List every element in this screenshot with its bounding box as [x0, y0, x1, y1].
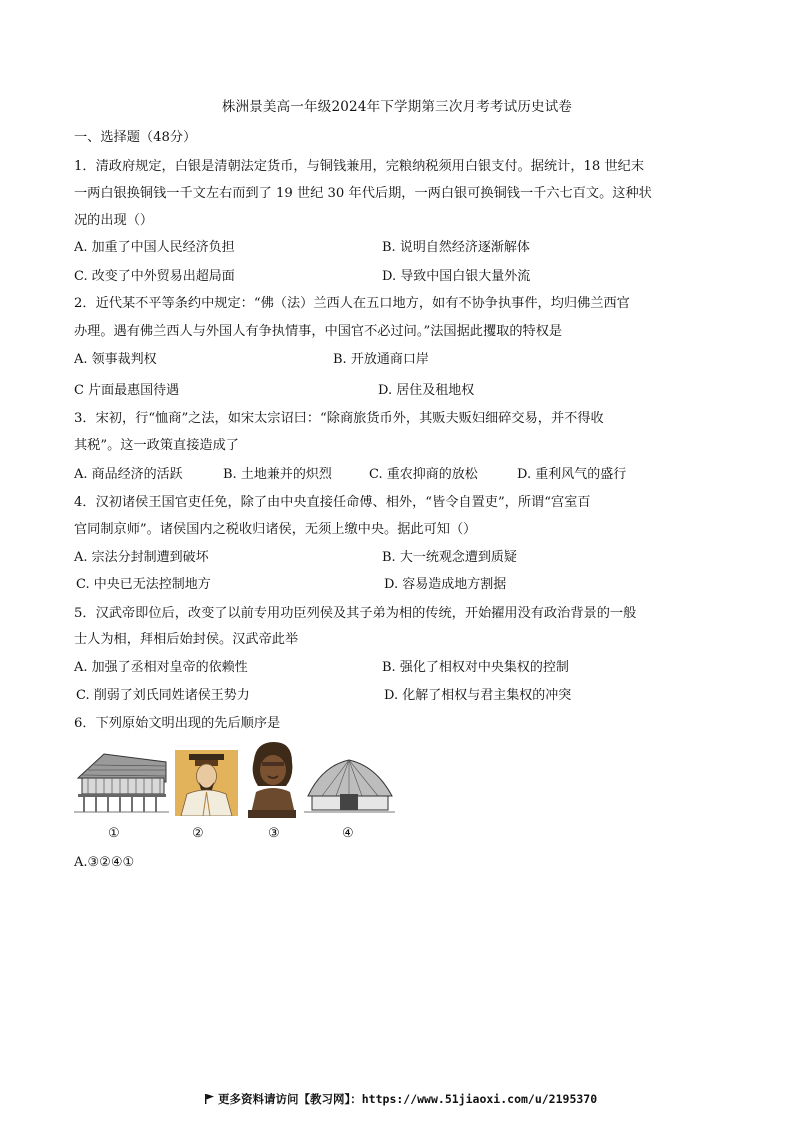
image-label-3: ③	[268, 826, 280, 841]
footer-text: 更多资料请访问【教习网】：https://www.51jiaoxi.com/u/2195370	[218, 1092, 598, 1106]
q2-option-c: C 片面最惠国待遇	[74, 383, 180, 398]
q2-option-a: A. 领事裁判权	[74, 352, 157, 367]
q1-option-c: C. 改变了中外贸易出超局面	[74, 269, 235, 284]
q1-option-b: B. 说明自然经济逐渐解体	[382, 240, 530, 255]
question-3-line-2: 其税”。这一政策直接造成了	[74, 438, 239, 453]
footer-link[interactable]	[205, 1091, 597, 1107]
q3-option-a: A. 商品经济的活跃	[74, 467, 183, 482]
question-4-line-1: 4．汉初诸侯王国官吏任免，除了由中央直接任命傅、相外，“皆令自置吏”，所谓“宫室百	[74, 495, 591, 510]
q5-option-c: C. 削弱了刘氏同姓诸侯王势力	[76, 688, 250, 703]
q4-option-c: C. 中央已无法控制地方	[76, 577, 211, 592]
q5-option-a: A. 加强了丞相对皇帝的依赖性	[74, 660, 248, 675]
section-heading: 一、选择题（48分）	[74, 130, 197, 145]
q4-option-d: D. 容易造成地方割据	[384, 577, 507, 592]
q5-option-b: B. 强化了相权对中央集权的控制	[382, 660, 569, 675]
q3-option-d: D. 重利风气的盛行	[517, 467, 627, 482]
question-3-line-1: 3．宋初，行“恤商”之法，如宋太宗诏曰：“除商旅货币外，其贩夫贩妇细碎交易，并不得收	[74, 411, 604, 426]
stilt-house-icon	[74, 748, 169, 814]
q5-option-d: D. 化解了相权与君主集权的冲突	[384, 688, 572, 703]
question-4-line-2: 官同制京师”。诸侯国内之税收归诸侯，无须上缴中央。据此可知（）	[74, 522, 477, 537]
page-title: 株洲景美高一年级2024年下学期第三次月考考试历史试卷	[221, 99, 573, 115]
question-2-line-2: 办理。遇有佛兰西人与外国人有争执情事，中国官不必过问。”法国据此攫取的特权是	[74, 324, 563, 339]
q1-option-a: A. 加重了中国人民经济负担	[74, 240, 235, 255]
emperor-portrait-icon	[175, 750, 238, 816]
image-label-4: ④	[342, 826, 354, 841]
round-hut-icon	[302, 756, 397, 816]
question-2-line-1: 2．近代某不平等条约中规定：“佛（法）兰西人在五口地方，如有不协争执事件，均归佛兰西官	[74, 296, 630, 311]
q2-option-b: B. 开放通商口岸	[333, 352, 429, 367]
q2-option-d: D. 居住及租地权	[378, 383, 475, 398]
q4-option-a: A. 宗法分封制遭到破坏	[74, 550, 209, 565]
q3-option-c: C. 重农抑商的放松	[369, 467, 478, 482]
q1-option-d: D. 导致中国白银大量外流	[382, 269, 531, 284]
question-1-line-1: 1．清政府规定，白银是清朝法定货币，与铜钱兼用，完粮纳税须用白银支付。据统计，18 世纪末	[74, 159, 645, 174]
question-5-line-1: 5．汉武帝即位后，改变了以前专用功臣列侯及其子弟为相的传统，开始擢用没有政治背景的一般	[74, 606, 637, 621]
flag-icon	[205, 1094, 214, 1104]
q4-option-b: B. 大一统观念遭到质疑	[382, 550, 517, 565]
question-1-line-2: 一两白银换铜钱一千文左右而到了 19 世纪 30 年代后期，一两白银可换铜钱一千六七百文。这种状	[74, 186, 652, 201]
question-1-line-3: 况的出现（）	[74, 213, 154, 228]
question-5-line-2: 士人为相，拜相后始封侯。汉武帝此举	[74, 632, 299, 647]
q6-option-a: A.③②④①	[74, 855, 135, 870]
question-6-stem: 6．下列原始文明出现的先后顺序是	[74, 716, 281, 731]
q3-option-b: B. 土地兼并的炽烈	[223, 467, 332, 482]
image-label-1: ①	[108, 826, 120, 841]
image-label-2: ②	[192, 826, 204, 841]
early-human-bust-icon	[244, 740, 300, 818]
